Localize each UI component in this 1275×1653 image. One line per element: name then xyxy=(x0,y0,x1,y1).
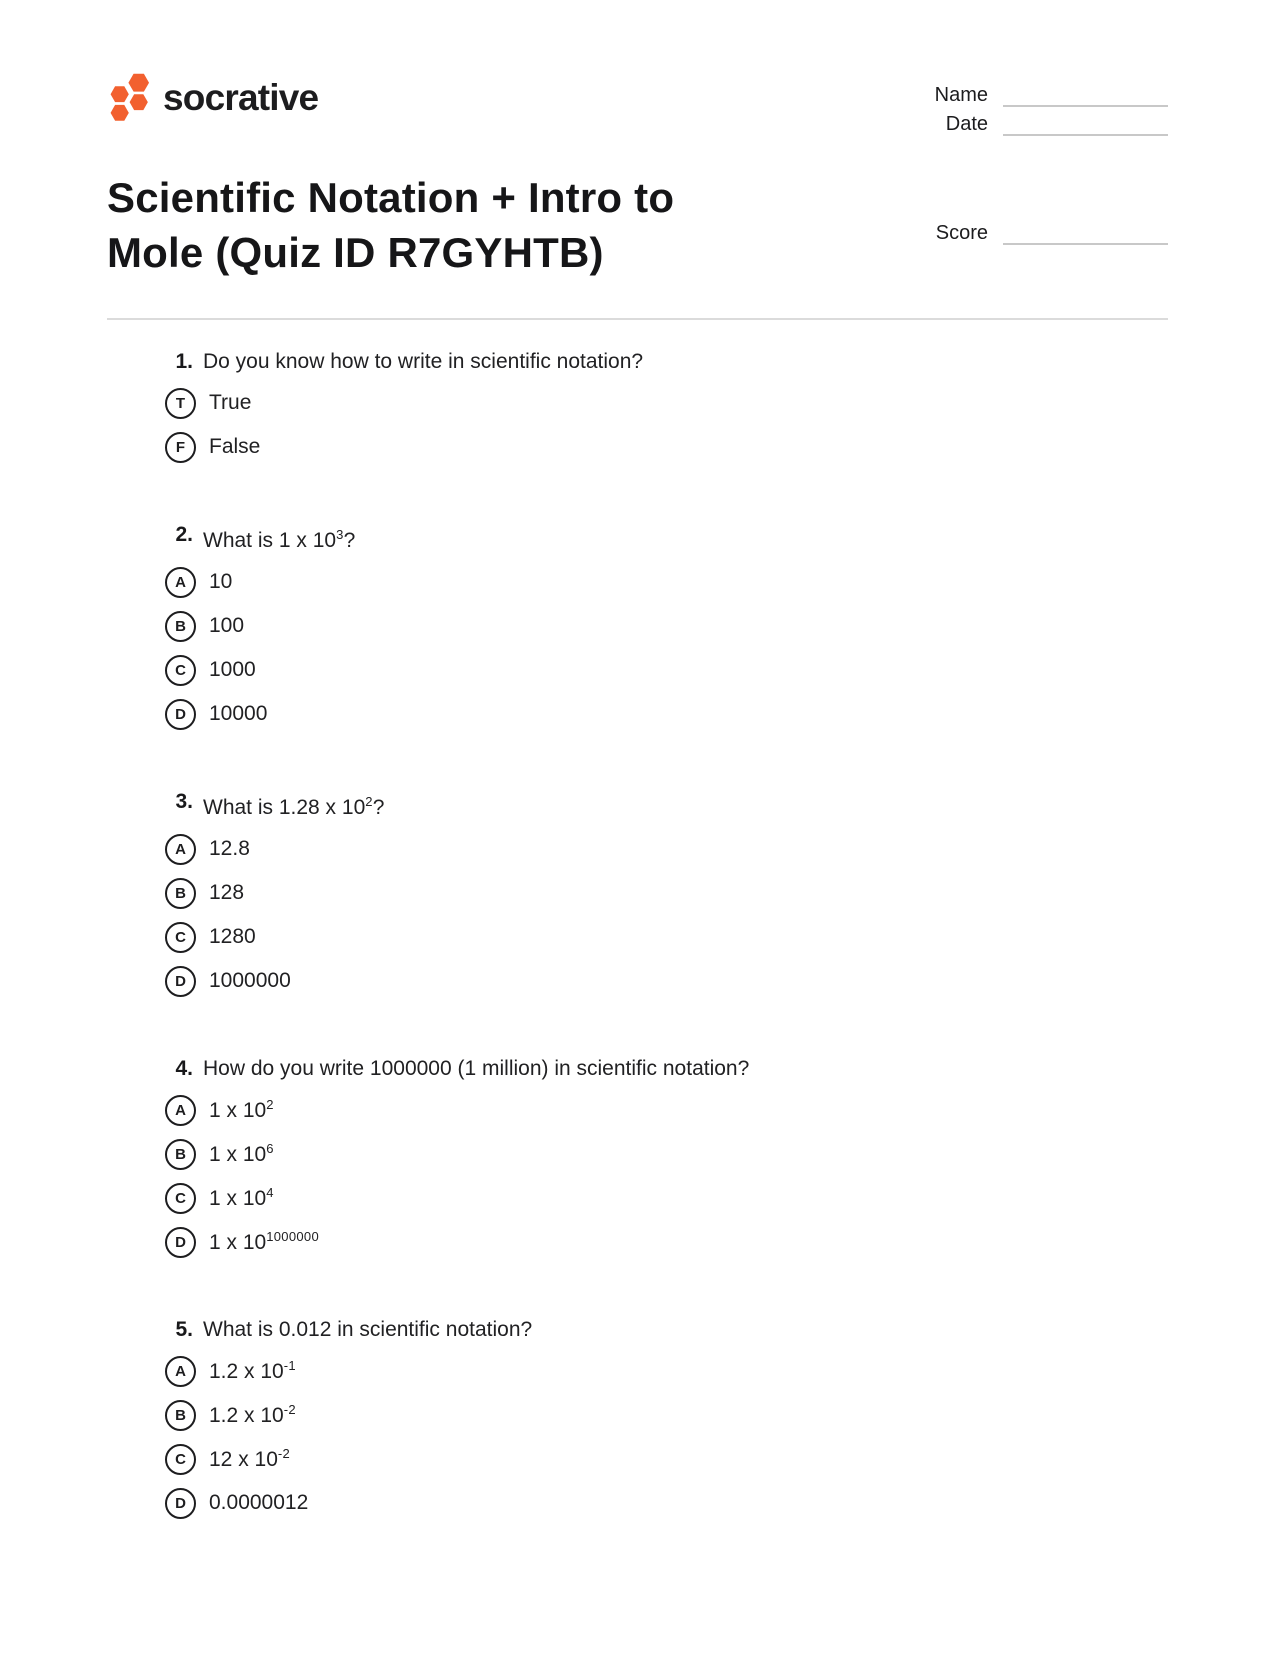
option-label: 1 x $10^{1000000}$ xyxy=(209,1229,319,1254)
title-row xyxy=(107,170,1168,280)
question-text: What is 1.28 x $10^2$? xyxy=(203,794,385,819)
answer-bubble: B xyxy=(165,1139,196,1170)
answer-bubble: T xyxy=(165,388,196,419)
answer-bubble: C xyxy=(165,922,196,953)
option-row xyxy=(165,827,1168,871)
option-row xyxy=(165,692,1168,736)
socrative-wordmark: socrative xyxy=(163,77,319,118)
page-header xyxy=(107,65,1168,136)
option-label: 1 x $10^2$ xyxy=(209,1097,274,1122)
answer-bubble: B xyxy=(165,878,196,909)
question-text: Do you know how to write in scientific notation? xyxy=(203,350,644,373)
socrative-logo xyxy=(107,65,318,129)
question-5 xyxy=(107,1316,1168,1525)
option-label: 1000 xyxy=(209,658,256,681)
answer-bubble: B xyxy=(165,611,196,642)
question-line xyxy=(107,1055,1168,1083)
answer-bubble: C xyxy=(165,1444,196,1475)
option-row xyxy=(165,1220,1168,1264)
option-label: 1.2 x $10^{-2}$ xyxy=(209,1402,296,1427)
option-label: 1 x $10^4$ xyxy=(209,1185,274,1210)
option-row xyxy=(165,915,1168,959)
name-label: Name xyxy=(934,84,988,106)
question-text: How do you write 1000000 (1 million) in scientific notation? xyxy=(203,1057,750,1080)
score-blank-line xyxy=(1003,223,1168,245)
option-label: 12 x $10^{-2}$ xyxy=(209,1446,291,1471)
option-row xyxy=(165,648,1168,692)
question-line xyxy=(107,1316,1168,1344)
option-label: 12.8 xyxy=(209,837,250,860)
option-label: 0.0000012 xyxy=(209,1491,309,1514)
answer-bubble: A xyxy=(165,834,196,865)
question-number: 3. xyxy=(175,790,193,813)
question-number: 4. xyxy=(175,1057,193,1080)
option-row xyxy=(165,381,1168,425)
option-label: 1 x $10^6$ xyxy=(209,1141,274,1166)
option-row xyxy=(165,1437,1168,1481)
option-label: 10 xyxy=(209,570,233,593)
question-number: 2. xyxy=(175,523,193,546)
option-label: True xyxy=(209,391,252,414)
name-field-row xyxy=(935,78,1168,107)
question-3 xyxy=(107,788,1168,1003)
score-field-row xyxy=(936,216,1168,245)
page-title-line-2: Mole (Quiz ID R7GYHTB) xyxy=(107,229,604,276)
answer-bubble: A xyxy=(165,1356,196,1387)
answer-bubble: D xyxy=(165,1488,196,1519)
option-row xyxy=(165,1088,1168,1132)
answer-bubble: D xyxy=(165,1227,196,1258)
question-4 xyxy=(107,1055,1168,1264)
option-label: 1000000 xyxy=(209,969,291,992)
header-divider xyxy=(107,318,1168,320)
answer-bubble: B xyxy=(165,1400,196,1431)
score-label: Score xyxy=(935,222,988,244)
question-line xyxy=(107,348,1168,376)
option-row xyxy=(165,959,1168,1003)
socrative-hexagons-icon xyxy=(107,65,153,129)
option-label: 128 xyxy=(209,881,245,904)
option-label: False xyxy=(209,435,261,458)
option-label: 100 xyxy=(209,614,245,637)
option-row xyxy=(165,871,1168,915)
date-blank-line xyxy=(1003,114,1168,136)
answer-bubble: F xyxy=(165,432,196,463)
question-number: 5. xyxy=(175,1318,193,1341)
answer-bubble: C xyxy=(165,655,196,686)
answer-bubble: A xyxy=(165,1095,196,1126)
page-title xyxy=(107,170,674,280)
option-row xyxy=(165,1176,1168,1220)
question-list xyxy=(107,348,1168,1525)
question-2 xyxy=(107,521,1168,736)
option-row xyxy=(165,1132,1168,1176)
option-row xyxy=(165,1481,1168,1525)
option-label: 1280 xyxy=(209,925,256,948)
page-title-line-1: Scientific Notation + Intro to xyxy=(107,174,675,221)
question-line xyxy=(107,788,1168,822)
option-label: 1.2 x $10^{-1}$ xyxy=(209,1358,296,1383)
answer-bubble: D xyxy=(165,699,196,730)
option-row xyxy=(165,425,1168,469)
answer-bubble: D xyxy=(165,966,196,997)
question-text: What is 0.012 in scientific notation? xyxy=(203,1318,533,1341)
question-1 xyxy=(107,348,1168,469)
option-row xyxy=(165,560,1168,604)
question-line xyxy=(107,521,1168,555)
option-label: 10000 xyxy=(209,702,268,725)
date-label: Date xyxy=(945,113,988,135)
question-number: 1. xyxy=(175,350,193,373)
name-blank-line xyxy=(1003,85,1168,107)
option-row xyxy=(165,1349,1168,1393)
answer-bubble: A xyxy=(165,567,196,598)
option-row xyxy=(165,1393,1168,1437)
answer-bubble: C xyxy=(165,1183,196,1214)
date-field-row xyxy=(935,107,1168,136)
question-text: What is 1 x $10^3$? xyxy=(203,527,356,552)
option-row xyxy=(165,604,1168,648)
student-fields xyxy=(935,78,1168,136)
